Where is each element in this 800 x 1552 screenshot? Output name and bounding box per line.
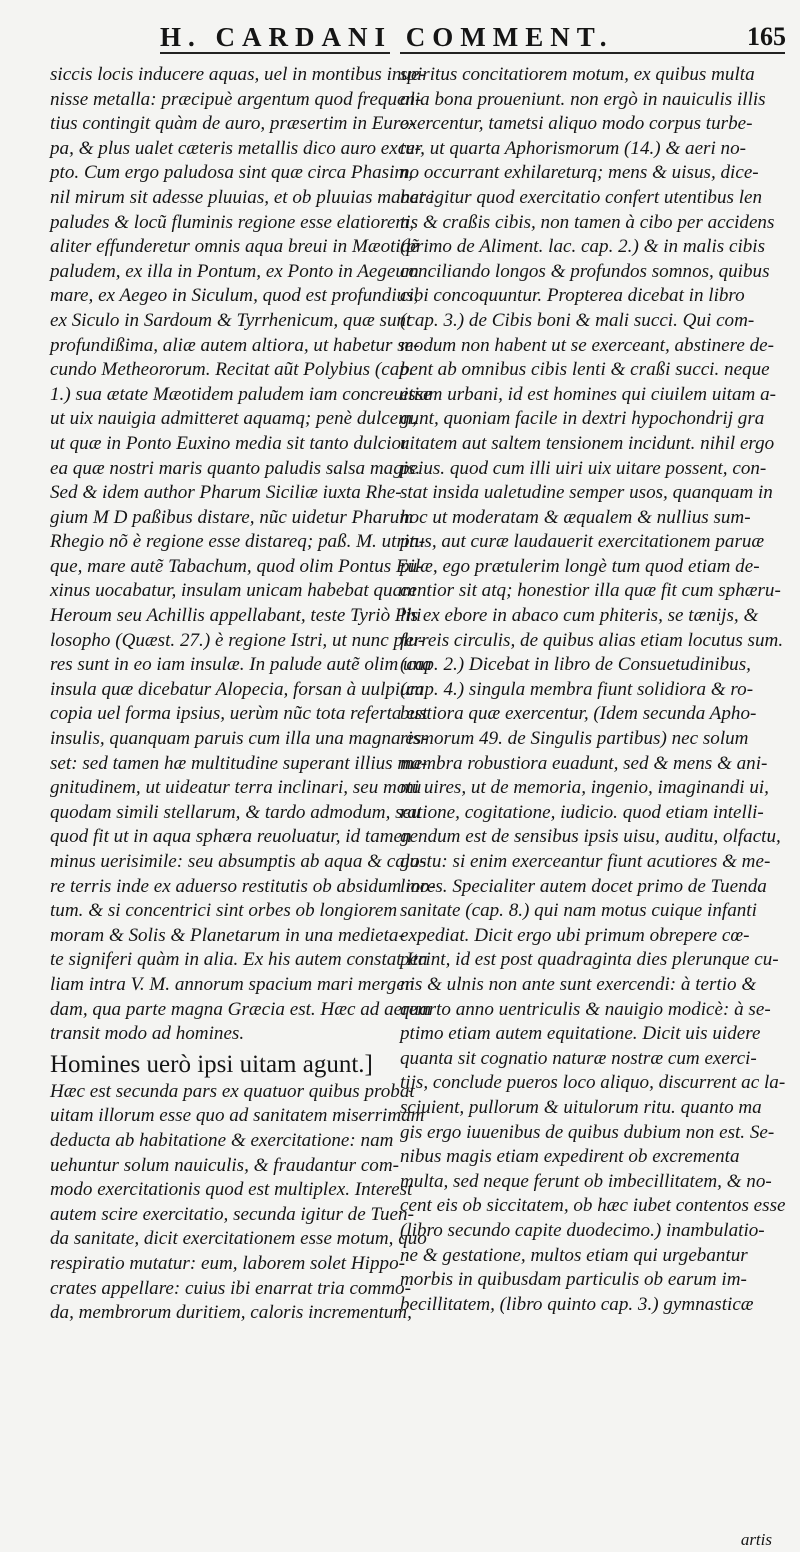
- text-line: ferreis circulis, de quibus alias etiam locutus sum.: [400, 629, 784, 651]
- text-line: no occurrant exhilareturq; mens & uisus, dice-: [400, 162, 759, 184]
- text-line: tur, ut quarta Aphorismorum (14.) & aeri no-: [400, 137, 746, 159]
- text-line: Sed & idem author Pharum Siciliæ iuxta Rhe-: [50, 482, 402, 504]
- right-text-column: [400, 63, 786, 1317]
- running-title: H. CARDANI COMMENT.: [160, 22, 614, 52]
- text-line: lis ex ebore in abaco cum phiteris, se tænijs, &: [400, 605, 759, 627]
- text-line: paludes & locũ fluminis regione esse elatiorem,: [50, 211, 414, 233]
- text-line: bustiora quæ exercentur, (Idem secunda Apho-: [400, 703, 757, 725]
- text-line: liores. Specialiter autem docet primo de Tuenda: [400, 875, 767, 897]
- text-line: cibi concoquuntur. Propterea dicebat in libro: [400, 285, 745, 307]
- text-line: morbis in quibusdam particulis ob earum im-: [400, 1269, 747, 1291]
- text-line: expediat. Dicit ergo ubi primum obrepere cœ-: [400, 924, 750, 946]
- text-line: ne & gestatione, multos etiam qui urgebantur: [400, 1244, 748, 1266]
- text-line: Heroum seu Achillis appellabant, teste Tyriò Phi: [50, 605, 422, 627]
- text-line: Rhegio nõ è regione esse distareq; paß. M. utrin-: [50, 531, 426, 553]
- catchword: artis: [740, 1530, 772, 1549]
- text-line: mi uires, ut de memoria, ingenio, imaginandi ui,: [400, 777, 769, 799]
- text-line: re terris inde ex aduerso restitutis ob absidum mo-: [50, 875, 436, 897]
- text-line: ratione, cogitatione, iudicio. quod etiam intelli-: [400, 801, 764, 823]
- text-line: insulis, quanquam paruis cum illa una magna es-: [50, 728, 428, 750]
- text-line: (cap. 4.) singula membra fiunt solidiora & ro-: [400, 678, 754, 700]
- text-line: sanitate (cap. 8.) qui nam motus cuique infanti: [400, 900, 757, 922]
- text-line: te signiferi quàm in alia. Ex his autem constat Ita: [50, 949, 428, 971]
- text-line: deducta ab habitatione & exercitatione: nam: [50, 1129, 394, 1151]
- text-line: pto. Cum ergo paludosa sint quæ circa Phasim,: [50, 162, 413, 184]
- text-line: da sanitate, dicit exercitationem esse motum, quo: [50, 1228, 427, 1250]
- text-line: da, membrorum duritiem, caloris incrementum,: [50, 1302, 412, 1324]
- text-line: conciliando longos & profundos somnos, quibus: [400, 260, 770, 282]
- text-line: losopho (Quæst. 27.) è regione Istri, ut nunc plu-: [50, 629, 425, 651]
- text-line: nisse metalla: præcipuè argentum quod frequen-: [50, 88, 422, 110]
- text-line: pa, & plus ualet cæteris metallis dico auro exce-: [50, 137, 422, 159]
- text-line: gendum est de sensibus ipsis uisu, auditu, olfactu,: [400, 826, 781, 848]
- text-line: quodam simili stellarum, & tardo admodum, seu: [50, 801, 421, 823]
- text-line: xinus uocabatur, insulam unicam habebat quam: [50, 580, 416, 602]
- text-line: gium M D paßibus distare, nũc uidetur Pharum: [50, 506, 414, 528]
- text-line: set: sed tamen hæ multitudine superant illius ma-: [50, 752, 428, 774]
- text-line: 1.) sua ætate Mæotidem paludem iam concreuisse: [50, 383, 432, 405]
- text-line: tis & craßis cibis, non tamen à cibo per accidens: [400, 211, 775, 233]
- text-line: Hæc est secunda pars ex quatuor quibus probat: [50, 1080, 415, 1102]
- text-line: ptus, aut curæ laudauerit exercitationem paruæ: [400, 531, 765, 553]
- text-line: siccis locis inducere aquas, uel in montibus inue-: [50, 64, 426, 85]
- text-line: (cap. 3.) de Cibis boni & mali succi. Qui com-: [400, 309, 755, 331]
- text-line: dam, qua parte magna Græcia est. Hæc ad aerem: [50, 998, 432, 1020]
- text-line: stat insida ualetudine semper usos, quanquam in: [400, 482, 773, 504]
- text-line: bent ab omnibus cibis lenti & craßi succi. neque: [400, 359, 770, 381]
- text-line: ptimo etiam autem equitatione. Dicit uis uidere: [400, 1023, 761, 1045]
- text-line: sciuient, pullorum & uitulorum ritu. quanto ma: [400, 1096, 762, 1118]
- text-line: gnitudinem, ut uideatur terra inclinari, seu motu: [50, 777, 422, 799]
- text-line: insula quæ dicebatur Alopecia, forsan à uulpium: [50, 678, 424, 700]
- text-line: multa, sed neque ferunt ob imbecillitatem, & no-: [400, 1170, 772, 1192]
- text-line: cundo Metheororum. Recitat aũt Polybius (cap.: [50, 359, 414, 381]
- page-header: [0, 22, 800, 60]
- text-line: modum non habent ut se exerceant, abstinere de-: [400, 334, 774, 356]
- text-line: transit modo ad homines.: [50, 1023, 245, 1045]
- text-line: ut uix nauigia admitteret aquamq; penè dulcem,: [50, 408, 417, 430]
- page-number: 165: [747, 22, 786, 51]
- text-line: peius. quod cum illi uiri uix uitare possent, con-: [400, 457, 767, 479]
- text-line: respiratio mutatur: eum, laborem solet Hippo-: [50, 1252, 405, 1274]
- text-line: profundißima, aliæ autem altiora, ut habetur se-: [50, 334, 420, 356]
- text-line: exercentur, tametsi aliquo modo corpus turbe-: [400, 113, 753, 135]
- text-line: res sunt in eo iam insulæ. In palude autẽ olim una: [50, 654, 432, 676]
- text-line: quarto anno uentriculis & nauigio modicè: à se-: [400, 998, 771, 1020]
- text-line: ex Siculo in Sardoum & Tyrrhenicum, quæ sunt: [50, 309, 412, 331]
- text-line: quod fit ut in aqua sphæra reuoluatur, id tamen: [50, 826, 412, 848]
- text-line: gustu: si enim exerceantur fiunt acutiores & me-: [400, 851, 771, 872]
- text-line: nil mirum sit adesse pluuias, et ob pluuias manere: [50, 186, 434, 208]
- text-line: (primo de Aliment. lac. cap. 2.) & in malis cibis: [400, 236, 766, 258]
- header-rule: [400, 52, 785, 54]
- text-line: perint, id est post quadraginta dies plerunque cu-: [400, 949, 779, 971]
- text-line: nibus magis etiam expedirent ob excrementa: [400, 1146, 740, 1168]
- text-line: ut quæ in Ponto Euxino media sit tanto dulcior: [50, 432, 409, 454]
- text-line: mare, ex Aegeo in Siculum, quod est profundius,: [50, 285, 419, 307]
- text-line: tijs, conclude pueros loco aliquo, discurrent ac la-: [400, 1072, 786, 1094]
- text-line: membra robustiora euadunt, sed & mens & ani-: [400, 752, 768, 774]
- text-line: centior sit atq; honestior illa quæ fit cum sphæru-: [400, 580, 781, 602]
- text-line: alia bona proueniunt. non ergò in nauiculis illis: [400, 88, 766, 110]
- text-line: que, mare autẽ Tabachum, quod olim Pontus Eu-: [50, 555, 424, 577]
- text-line: quanta sit cognatio naturæ nostræ cum exerci-: [400, 1047, 757, 1069]
- text-line: moram & Solis & Planetarum in una medieta-: [50, 924, 405, 946]
- text-line: liam intra V. M. annorum spacium mari mergen: [50, 973, 415, 995]
- text-line: copia uel forma ipsius, uerùm nũc tota referta est: [50, 703, 428, 725]
- text-line: gis ergo iuuenibus de quibus dubium non est. Se-: [400, 1121, 775, 1143]
- text-line: ea quæ nostri maris quanto paludis salsa magis.: [50, 457, 421, 479]
- text-line: bat igitur quod exercitatio confert utentibus len: [400, 186, 763, 208]
- text-line: nis & ulnis non ante sunt exercendi: à tertio &: [400, 973, 757, 995]
- text-line: becillitatem, (libro quinto cap. 3.) gymnasticæ: [400, 1293, 754, 1315]
- text-line: modo exercitationis quod est multiplex. Interest: [50, 1179, 413, 1201]
- text-line: tum. & si concentrici sint orbes ob longiorem: [50, 900, 398, 922]
- text-line: paludem, ex illa in Pontum, ex Ponto in Aegeum: [50, 260, 419, 282]
- text-line: crates appellare: cuius ibi enarrat tria commo-: [50, 1277, 411, 1299]
- text-line: rismorum 49. de Singulis partibus) nec solum: [400, 728, 749, 750]
- text-line: uitatem aut saltem tensionem incidunt. nihil ergo: [400, 432, 775, 454]
- lemma-heading: Homines uerò ipsi uitam agunt.]: [50, 1050, 373, 1078]
- text-line: spiritus concitatiorem motum, ex quibus multa: [400, 64, 755, 85]
- text-line: autem scire exercitatio, secunda igitur de Tuen-: [50, 1203, 414, 1225]
- text-line: uehuntur solum nauiculis, & fraudantur com-: [50, 1154, 399, 1176]
- text-line: tius contingit quàm de auro, præsertim in Euro-: [50, 113, 416, 135]
- text-line: aliter effunderetur omnis aqua breui in Mæotidẽ: [50, 236, 419, 258]
- text-line: minus uerisimile: seu absumptis ab aqua & calo-: [50, 851, 427, 872]
- text-line: pilæ, ego prætulerim longè tum quod etiam de-: [400, 555, 760, 577]
- text-line: etiam urbani, id est homines qui ciuilem uitam a-: [400, 383, 777, 405]
- text-line: cent eis ob siccitatem, ob hæc iubet contentos esse: [400, 1195, 786, 1217]
- text-line: uitam illorum esse quo ad sanitatem miserrimam: [50, 1105, 425, 1127]
- left-text-column: [50, 63, 436, 1326]
- text-line: hoc ut moderatam & æqualem & nullius sum-: [400, 506, 751, 528]
- header-rule: [160, 52, 390, 54]
- text-line: gunt, quoniam facile in dextri hypochondrij gra: [400, 408, 765, 430]
- text-line: (cap. 2.) Dicebat in libro de Consuetudinibus,: [400, 654, 751, 676]
- text-line: (libro secundo capite duodecimo.) inambulatio-: [400, 1219, 765, 1241]
